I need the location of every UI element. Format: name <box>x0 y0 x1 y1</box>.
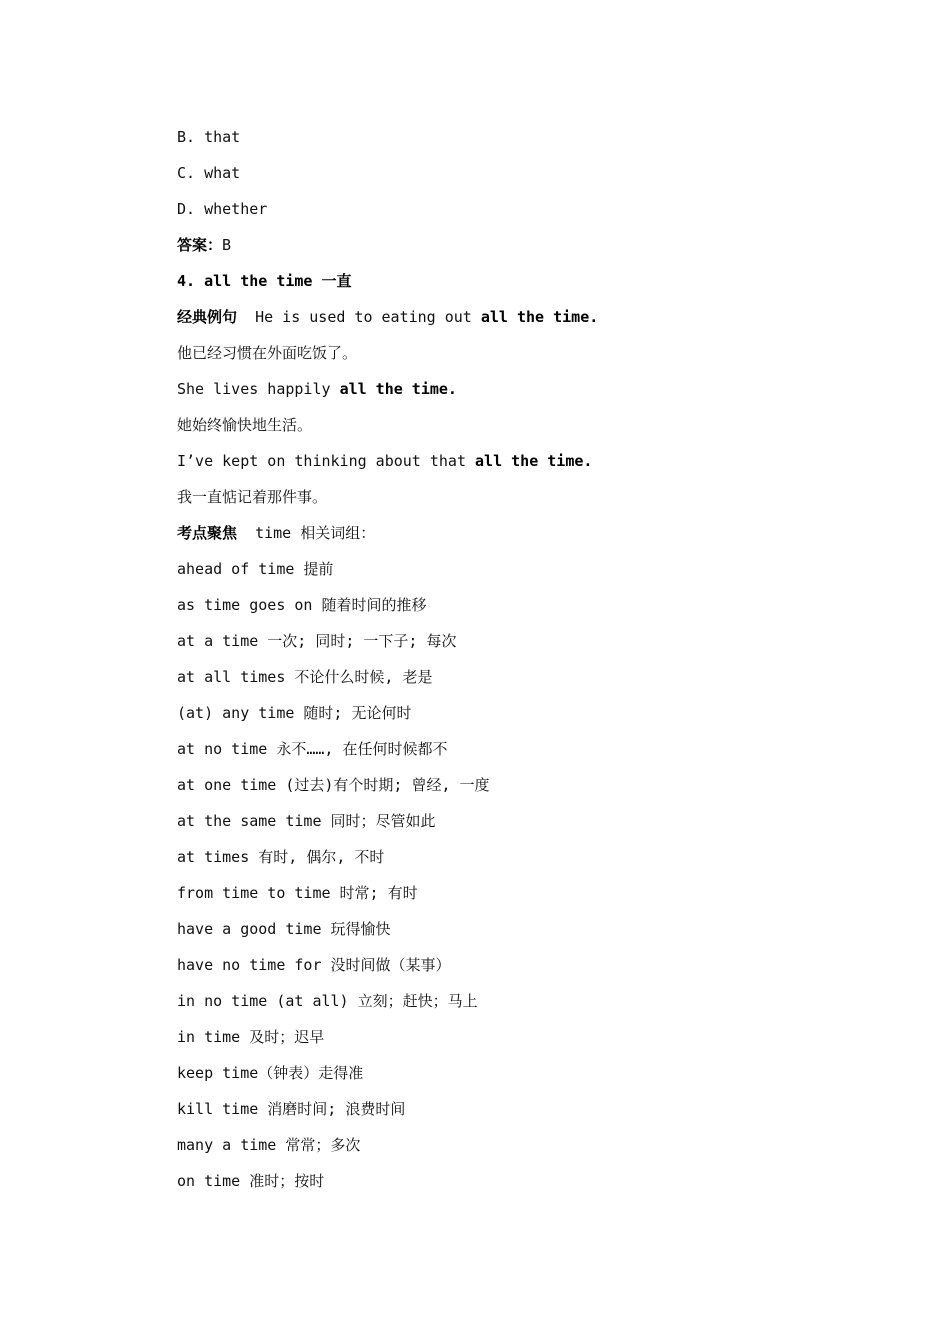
phrase-item: ahead of time 提前 <box>177 560 334 578</box>
phrase-item: from time to time 时常; 有时 <box>177 884 418 902</box>
phrase-item: (at) any time 随时; 无论何时 <box>177 704 412 722</box>
example-2 <box>177 371 877 407</box>
phrase-item: on time 准时；按时 <box>177 1172 325 1190</box>
example-1-highlight: all the time. <box>480 308 599 326</box>
option-c: C. what <box>177 164 241 182</box>
examples-label: 经典例句 <box>177 308 238 326</box>
answer-line <box>177 227 877 263</box>
item-4-title: 4. all the time 一直 <box>177 272 352 290</box>
phrase-item: at one time (过去)有个时期; 曾经, 一度 <box>177 776 490 794</box>
phrase-item: at all times 不论什么时候, 老是 <box>177 668 433 686</box>
phrase-item: in time 及时；迟早 <box>177 1028 325 1046</box>
answer-label: 答案： <box>177 236 223 254</box>
example-3-text: I’ve kept on thinking about that <box>177 452 476 470</box>
example-2-translation: 她始终愉快地生活。 <box>177 416 313 434</box>
phrase-item: at times 有时, 偶尔, 不时 <box>177 848 385 866</box>
phrase-item: kill time 消磨时间; 浪费时间 <box>177 1100 406 1118</box>
example-1-text: He is used to eating out <box>255 308 481 326</box>
example-3 <box>177 443 877 479</box>
phrase-item: in no time (at all) 立刻；赶快；马上 <box>177 992 478 1010</box>
phrase-item: as time goes on 随着时间的推移 <box>177 596 427 614</box>
example-1-translation: 他已经习惯在外面吃饭了。 <box>177 344 358 362</box>
document-body <box>177 119 877 1199</box>
phrase-list <box>177 551 877 1199</box>
phrase-item: many a time 常常；多次 <box>177 1136 361 1154</box>
focus-line <box>177 515 877 551</box>
option-b: B. that <box>177 128 241 146</box>
phrase-item: have a good time 玩得愉快 <box>177 920 391 938</box>
example-3-highlight: all the time. <box>475 452 593 470</box>
phrase-item: have no time for 没时间做（某事） <box>177 956 451 974</box>
example-1 <box>177 299 877 335</box>
phrase-item: at a time 一次; 同时; 一下子; 每次 <box>177 632 457 650</box>
example-2-text: She lives happily <box>177 380 340 398</box>
option-d: D. whether <box>177 200 268 218</box>
example-2-highlight: all the time. <box>339 380 457 398</box>
focus-label: 考点聚焦 <box>177 524 238 542</box>
phrase-item: at no time 永不……, 在任何时候都不 <box>177 740 448 758</box>
phrase-item: keep time（钟表）走得准 <box>177 1064 364 1082</box>
focus-intro: time 相关词组： <box>255 524 376 542</box>
example-3-translation: 我一直惦记着那件事。 <box>177 488 328 506</box>
answer-value: B <box>222 236 232 254</box>
phrase-item: at the same time 同时；尽管如此 <box>177 812 436 830</box>
